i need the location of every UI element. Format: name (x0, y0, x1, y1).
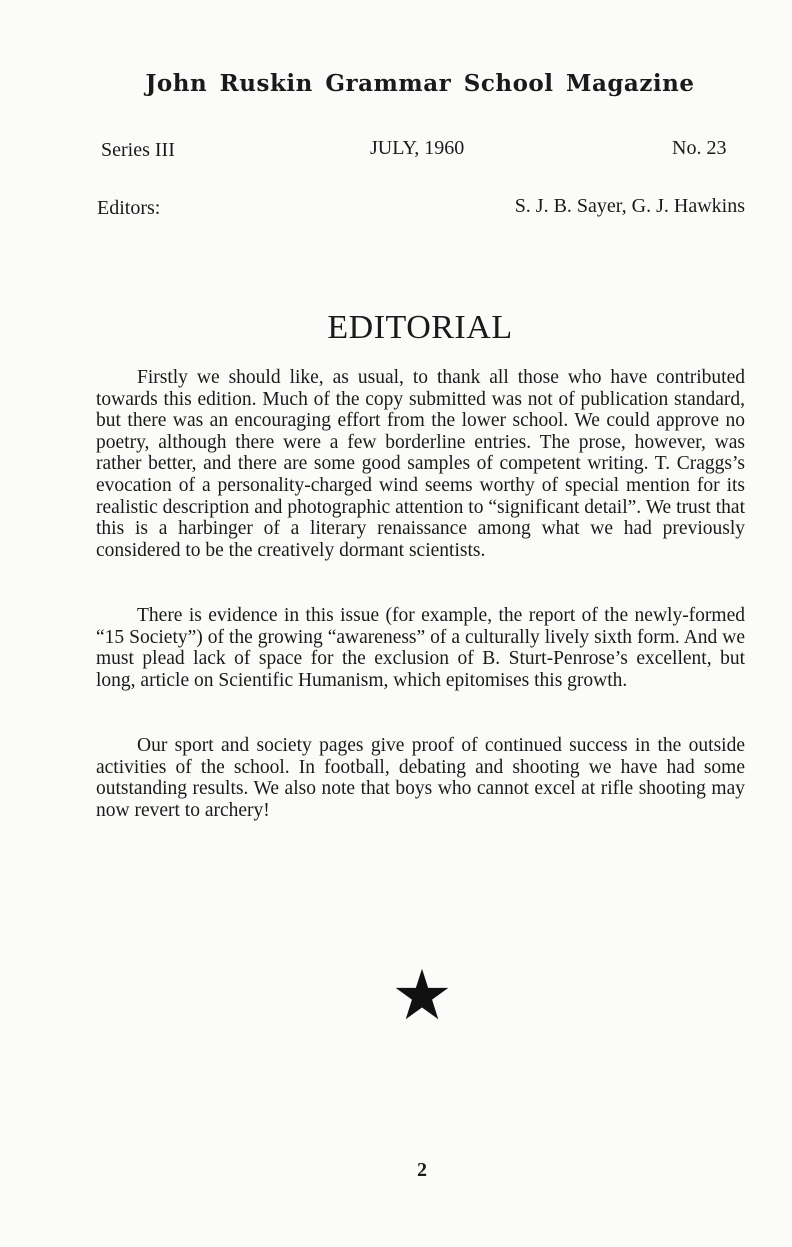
editorial-heading: EDITORIAL (327, 309, 513, 346)
star-shape (396, 969, 449, 1019)
paragraph-text: Our sport and society pages give proof of continued success in the outside activities of the school. In football, debating and shooting we have had some outstanding results. We also note that boys who cannot excel at rifle shooting may now revert to archery! (96, 735, 745, 821)
paragraph-text: There is evidence in this issue (for example, the report of the newly-formed “15 Society”) of the growing “awareness” of a culturally lively sixth form. And we must plead lack of space for the exclusion of B. Sturt-Penrose’s excellent, but long, article on Scientific Humanism, which epitomises this growth. (96, 605, 745, 691)
page-number: 2 (417, 1159, 427, 1181)
paragraph-text: Firstly we should like, as usual, to thank all those who have contributed towards this edition. Much of the copy submitted was not of publication standard, but there was an encouraging effort from the lower school. We could approve no poetry, although there were a few borderline entries. The prose, however, was rather better, and there are some good samples of competent writing. T. Craggs’s evocation of a personality-charged wind seems worthy of special mention for its realistic description and photographic attention to “significant detail”. We trust that this is a harbinger of a literary renaissance among what we had previously considered to be the creatively dormant scientists. (96, 367, 745, 561)
editors-label: Editors: (97, 197, 161, 219)
masthead-title: John Ruskin Grammar School Magazine (145, 70, 695, 97)
issue-date: JULY, 1960 (370, 137, 465, 159)
editorial-paragraph-1 (96, 367, 745, 561)
issue-number: No. 23 (672, 137, 727, 159)
editorial-paragraph-3 (96, 735, 745, 821)
series-label: Series III (101, 139, 175, 161)
star-icon (394, 966, 450, 1022)
editors-names: S. J. B. Sayer, G. J. Hawkins (514, 195, 745, 217)
editorial-paragraph-2 (96, 605, 745, 691)
